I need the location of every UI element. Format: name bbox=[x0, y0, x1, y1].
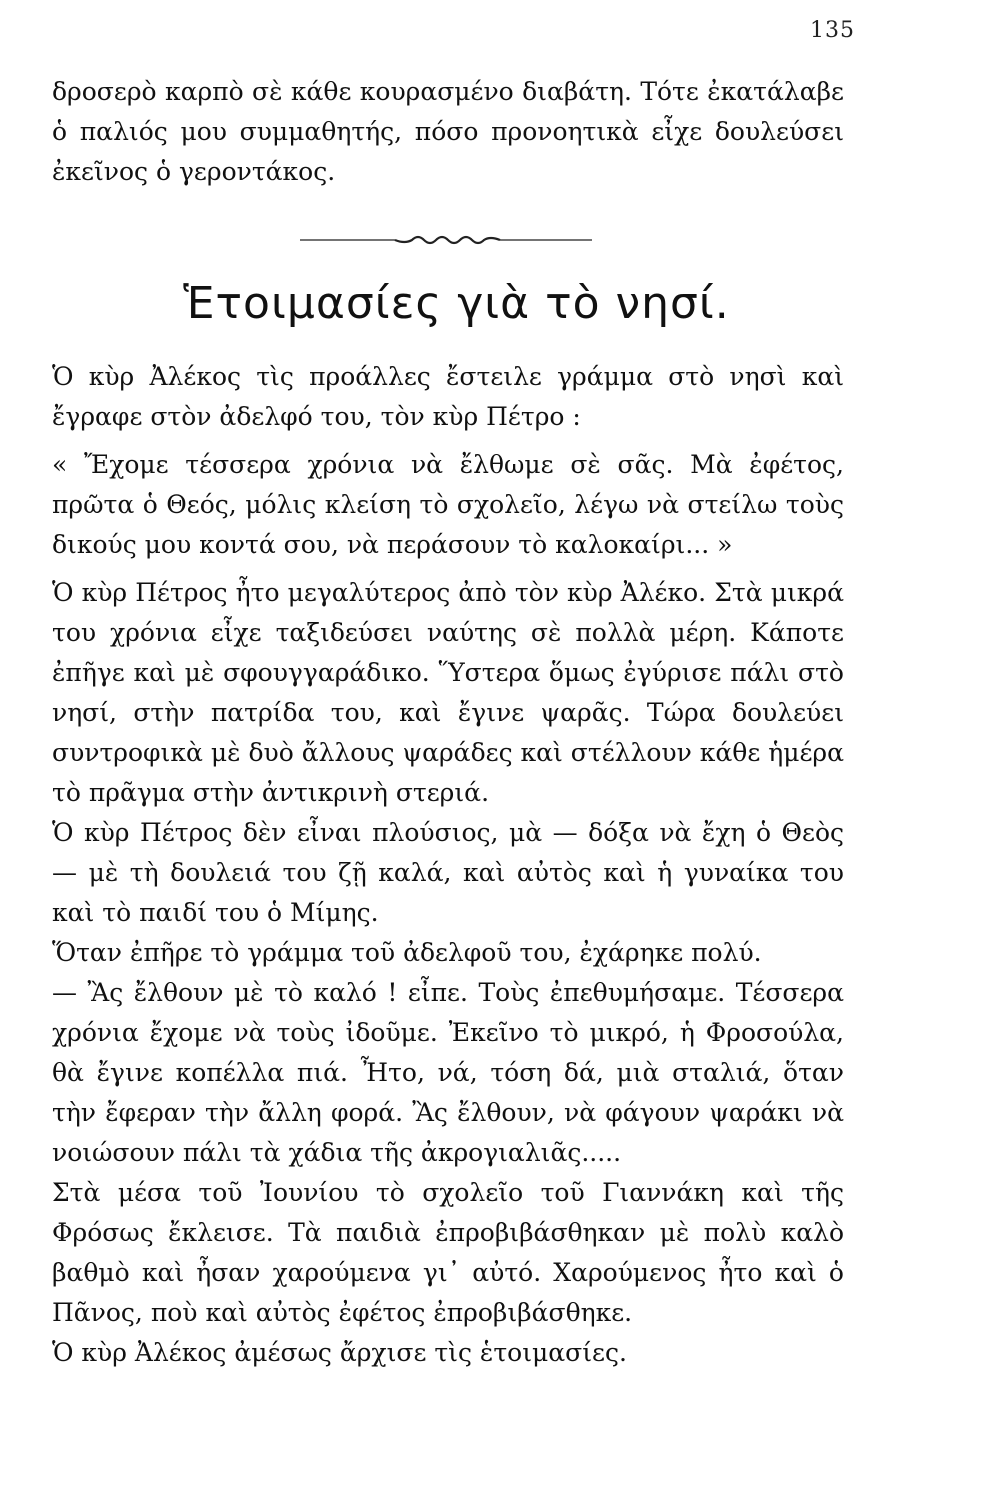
paragraph: Ὁ κὺρ Πέτρος δὲν εἶναι πλούσιος, μὰ — δόξα νὰ ἔχη ὁ Θεὸς — μὲ τὴ δουλειά του ζῇ καλά, καὶ αὐτὸς καὶ ἡ γυναίκα του καὶ τὸ παιδί του ὁ Μίμης. bbox=[52, 818, 844, 927]
previous-chapter-ending bbox=[52, 72, 844, 192]
divider-flourish-icon bbox=[300, 225, 592, 255]
paragraph: Στὰ μέσα τοῦ Ἰουνίου τὸ σχολεῖο τοῦ Γιαννάκη καὶ τῆς Φρόσως ἔκλεισε. Τὰ παιδιὰ ἐπροβιβάσθηκαν μὲ πολὺ καλὸ βαθμὸ καὶ ἦσαν χαρούμενα γι᾽ αὐτό. Χαρούμενος ἦτο καὶ ὁ Πᾶνος, ποὺ καὶ αὐτὸς ἐφέτος ἐπροβιβάσθηκε. bbox=[52, 1178, 844, 1327]
intro-paragraph: δροσερὸ καρπὸ σὲ κάθε κουρασμένο διαβάτη. Τότε ἐκατάλαβε ὁ παλιός μου συμμαθητής, πόσο προνοητικὰ εἶχε δουλεύσει ἐκεῖνος ὁ γεροντάκος. bbox=[52, 77, 844, 186]
paragraph: Ὁ κὺρ Ἀλέκος τὶς προάλλες ἔστειλε γράμμα στὸ νησὶ καὶ ἔγραφε στὸν ἀδελφό του, τὸν κὺρ Πέτρο : bbox=[52, 362, 844, 431]
paragraph: Ὁ κὺρ Πέτρος ἦτο μεγαλύτερος ἀπὸ τὸν κὺρ Ἀλέκο. Στὰ μικρά του χρόνια εἶχε ταξιδεύσει ναύτης σὲ πολλὰ μέρη. Κάποτε ἐπῆγε καὶ μὲ σφουγγαράδικο. Ὕστερα ὅμως ἐγύρισε πάλι στὸ νησί, στὴν πατρίδα του, καὶ ἔγινε ψαρᾶς. Τώρα δουλεύει συντροφικὰ μὲ δυὸ ἄλλους ψαράδες καὶ στέλλουν κάθε ἡμέρα τὸ πρᾶγμα στὴν ἀντικρινὴ στεριά. bbox=[52, 578, 844, 807]
chapter-title: Ἑτοιμασίες γιὰ τὸ νησί. bbox=[183, 278, 730, 329]
paragraph: « Ἔχομε τέσσερα χρόνια νὰ ἔλθωμε σὲ σᾶς. Μὰ ἐφέτος, πρῶτα ὁ Θεός, μόλις κλείση τὸ σχολεῖο, λέγω νὰ στείλω τοὺς δικούς μου κοντά σου, νὰ περάσουν τὸ καλοκαίρι... » bbox=[52, 450, 844, 559]
chapter-body bbox=[52, 357, 844, 1373]
paragraph: Ὅταν ἐπῆρε τὸ γράμμα τοῦ ἀδελφοῦ του, ἐχάρηκε πολύ. bbox=[52, 938, 762, 967]
paragraph: — Ἂς ἔλθουν μὲ τὸ καλό ! εἶπε. Τοὺς ἐπεθυμήσαμε. Τέσσερα χρόνια ἔχομε νὰ τοὺς ἰδοῦμε. Ἐκεῖνο τὸ μικρό, ἡ Φροσούλα, θὰ ἔγινε κοπέλλα πιά. Ἦτο, νά, τόση δά, μιὰ σταλιά, ὅταν τὴν ἔφεραν τὴν ἄλλη φορά. Ἂς ἔλθουν, νὰ φάγουν ψαράκι νὰ νοιώσουν πάλι τὰ χάδια τῆς ἀκρογιαλιᾶς..... bbox=[52, 978, 844, 1167]
page-number: 135 bbox=[810, 18, 855, 43]
paragraph: Ὁ κὺρ Ἀλέκος ἀμέσως ἄρχισε τὶς ἑτοιμασίες. bbox=[52, 1338, 627, 1367]
